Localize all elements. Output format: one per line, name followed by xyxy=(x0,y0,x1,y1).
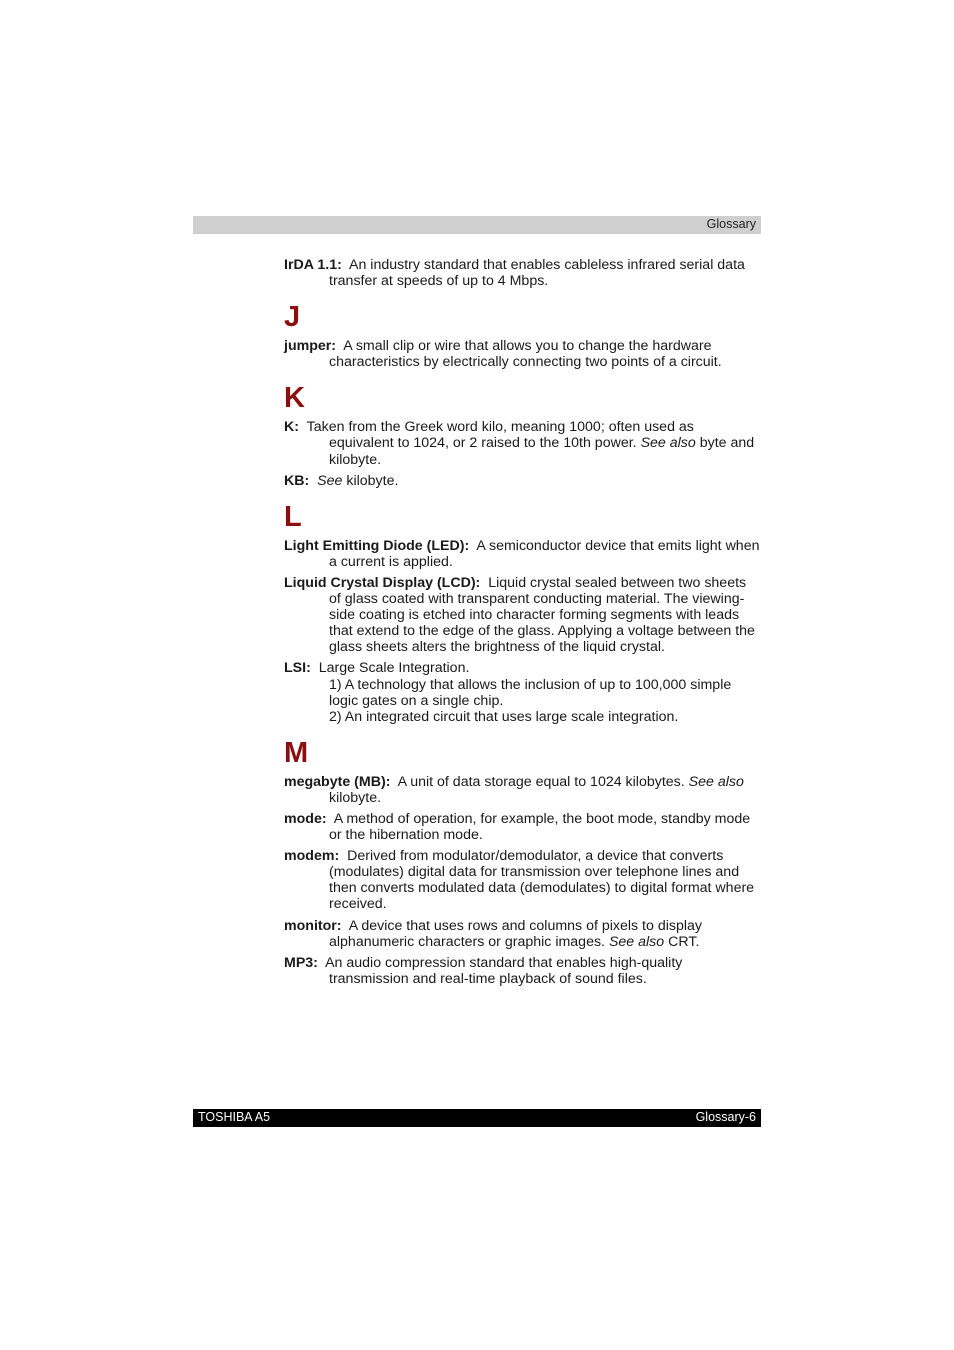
header-section-title: Glossary xyxy=(706,217,756,231)
letter-heading-k: K xyxy=(284,382,305,415)
letter-heading-m: M xyxy=(284,736,309,769)
glossary-entry-irda xyxy=(284,257,760,289)
glossary-entry-k xyxy=(284,419,760,467)
entry-definition: Large Scale Integration. xyxy=(318,660,470,677)
glossary-entry-megabyte xyxy=(284,774,760,806)
see-also-label: See also xyxy=(640,435,696,452)
glossary-content xyxy=(284,257,760,992)
glossary-entry-kb xyxy=(284,473,760,489)
footer-page-number: Glossary-6 xyxy=(695,1110,756,1124)
see-label: See xyxy=(317,472,343,489)
glossary-entry-jumper xyxy=(284,338,760,370)
see-also-label: See also xyxy=(608,933,665,950)
entry-term: LSI: xyxy=(284,660,311,677)
entry-term: K: xyxy=(284,419,299,436)
glossary-entry-modem xyxy=(284,848,760,912)
entry-term: mode: xyxy=(284,810,327,827)
entry-term: KB: xyxy=(284,472,310,489)
page-header-bar xyxy=(193,216,761,234)
see-also-label: See also xyxy=(688,773,744,790)
letter-heading-j: J xyxy=(284,301,301,334)
glossary-entry-led xyxy=(284,538,760,570)
entry-term: monitor: xyxy=(284,917,342,934)
entry-term: jumper: xyxy=(284,338,337,355)
entry-definition: A device that uses rows and columns of pixels to display alphanumeric characters or graphic images. xyxy=(329,917,702,950)
entry-term: modem: xyxy=(284,848,340,865)
entry-term: MP3: xyxy=(284,954,318,971)
glossary-entry-mp3 xyxy=(284,955,760,987)
see-also-ref: kilobyte. xyxy=(329,789,382,806)
lsi-definition-2: 2) An integrated circuit that uses large scale integration. xyxy=(329,708,679,725)
entry-definition: Derived from modulator/demodulator, a device that converts (modulates) digital data for transmission over telephone lines and then converts modulated data (demodulates) to digital format where received. xyxy=(329,848,755,913)
entry-definition: A unit of data storage equal to 1024 kilobytes. xyxy=(397,773,685,790)
entry-definition: An audio compression standard that enables high-quality transmission and real-time playback of sound files. xyxy=(325,954,683,987)
glossary-entry-lcd xyxy=(284,575,760,655)
entry-term: Light Emitting Diode (LED): xyxy=(284,537,470,554)
entry-definition: A small clip or wire that allows you to change the hardware characteristics by electrically connecting two points of a circuit. xyxy=(329,338,722,371)
see-also-ref: byte and kilobyte. xyxy=(329,435,755,468)
entry-definition: Liquid crystal sealed between two sheets of glass coated with transparent conducting material. The viewing-side coating is etched into character forming segments with leads that extend to the edge of the glass. Applying a voltage between the glass sheets alters the brightness of the liquid crystal. xyxy=(329,574,755,656)
entry-term: IrDA 1.1: xyxy=(284,257,342,273)
footer-product-name: TOSHIBA A5 xyxy=(198,1110,271,1124)
lsi-definition-1: 1) A technology that allows the inclusion of up to 100,000 simple logic gates on a single chip. xyxy=(329,676,732,709)
glossary-entry-mode xyxy=(284,811,760,843)
entry-term: Liquid Crystal Display (LCD): xyxy=(284,574,481,591)
entry-definition: A method of operation, for example, the boot mode, standby mode or the hibernation mode. xyxy=(329,810,751,844)
see-also-ref: CRT. xyxy=(668,933,700,950)
glossary-entry-lsi xyxy=(284,660,760,724)
see-ref: kilobyte. xyxy=(346,472,399,489)
entry-definition: An industry standard that enables cableless infrared serial data transfer at speeds of up to 4 Mbps. xyxy=(329,257,745,290)
entry-definition: Taken from the Greek word kilo, meaning 1000; often used as equivalent to 1024, or 2 raised to the 10th power. xyxy=(306,419,694,452)
letter-heading-l: L xyxy=(284,500,302,533)
glossary-entry-monitor xyxy=(284,918,760,950)
entry-term: megabyte (MB): xyxy=(284,773,391,790)
entry-definition: A semiconductor device that emits light when a current is applied. xyxy=(329,537,760,570)
page-footer-bar xyxy=(193,1109,761,1127)
